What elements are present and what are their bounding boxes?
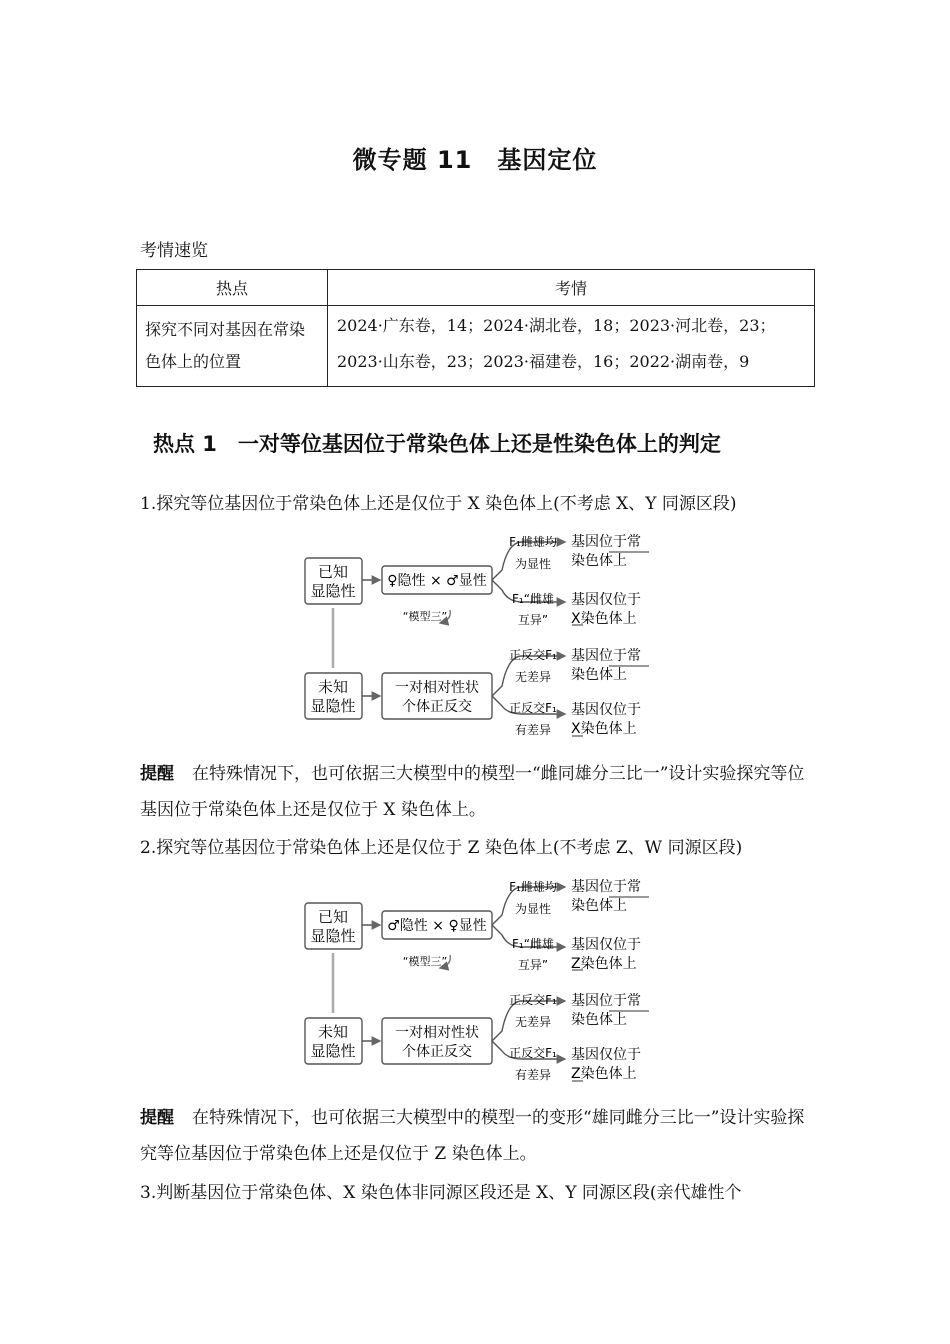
tip-2 [140,1100,820,1172]
unknown-text-1: 未知 [317,1023,349,1041]
branch3-result-2: 染色体上 [571,667,627,683]
branch1-result-2: 染色体上 [571,898,627,914]
section-heading: 热点 1 一对等位基因位于常染色体上还是性染色体上的判定 [153,432,721,456]
item3-heading: 3.判断基因位于常染色体、X 染色体非同源区段还是 X、Y 同源区段(亲代雄性个 [140,1183,742,1203]
table-header-row [137,270,815,306]
table-header-exam: 考情 [328,270,815,306]
branch2-cond2: 互异” [517,613,549,627]
branch3-cond2: 无差异 [514,670,552,684]
unknown-text-2: 显隐性 [310,1042,356,1060]
branch2-result-2: X染色体上 [571,611,637,627]
flowchart-x [300,528,660,743]
tip-1-label: 提醒 [140,764,174,784]
table-header-hotspot: 热点 [137,270,328,306]
branch2-result-2: Z染色体上 [571,956,637,972]
branch1-cond1: F₁雌雄均 [509,880,557,894]
branch4-cond2: 有差异 [514,1068,552,1082]
reciprocal-text-1: 一对相对性状 [395,1025,479,1041]
branch1-result-2: 染色体上 [571,553,627,569]
branch3-cond1: 正反交F₁ [509,648,557,662]
branch3-cond1: 正反交F₁ [509,993,557,1007]
reciprocal-text-2: 个体正反交 [402,699,472,715]
tip-2-text: 在特殊情况下，也可依据三大模型中的模型一的变形“雄同雌分三比一”设计实验探究等位基因位于常染色体上还是仅位于 Z 染色体上。 [140,1108,805,1164]
table-cell-hotspot: 探究不同对基因在常染色体上的位置 [137,306,328,387]
branch3-result-2: 染色体上 [571,1012,627,1028]
cross-text: ♀隐性 × ♂显性 [387,573,487,589]
branch4-cond1: 正反交F₁ [509,1046,557,1060]
cross-text: ♂隐性 × ♀显性 [387,918,487,934]
unknown-text-1: 未知 [317,678,349,696]
overview-table [136,269,815,387]
overview-label: 考情速览 [140,241,208,261]
branch1-result-1: 基因位于常 [571,879,641,895]
known-text-2: 显隐性 [310,582,356,600]
branch3-result-1: 基因位于常 [571,648,641,664]
branch2-cond1: F₁“雌雄 [512,592,554,606]
branch4-cond1: 正反交F₁ [509,701,557,715]
reciprocal-text-1: 一对相对性状 [395,680,479,696]
branch2-cond2: 互异” [517,958,549,972]
tip-2-label: 提醒 [140,1108,174,1128]
tip-1-text: 在特殊情况下，也可依据三大模型中的模型一“雌同雄分三比一”设计实验探究等位基因位于常染色体上还是仅位于 X 染色体上。 [140,764,805,820]
table-row [137,306,815,387]
table-cell-exam: 2024·广东卷，14；2024·湖北卷，18；2023·河北卷，23；2023·山东卷，23；2023·福建卷，16；2022·湖南卷，9 [328,306,815,387]
model-label: “模型三” [402,955,448,968]
branch3-cond2: 无差异 [514,1015,552,1029]
unknown-text-2: 显隐性 [310,697,356,715]
model-label: “模型三” [402,610,448,623]
branch3-result-1: 基因位于常 [571,993,641,1009]
known-text-1: 已知 [317,563,349,581]
branch1-cond2: 为显性 [514,902,552,916]
known-text-1: 已知 [317,908,349,926]
item1-heading: 1.探究等位基因位于常染色体上还是仅位于 X 染色体上(不考虑 X、Y 同源区段) [140,494,737,514]
tip-1 [140,756,820,828]
branch4-result-2: X染色体上 [571,721,637,737]
page-title: 微专题 11 基因定位 [352,146,598,174]
branch4-result-1: 基因仅位于 [571,702,641,718]
known-text-2: 显隐性 [310,927,356,945]
branch1-cond1: F₁雌雄均 [509,535,557,549]
branch2-cond1: F₁“雌雄 [512,937,554,951]
branch2-result-1: 基因仅位于 [571,937,641,953]
flowchart-z [300,873,660,1088]
item2-heading: 2.探究等位基因位于常染色体上还是仅位于 Z 染色体上(不考虑 Z、W 同源区段) [140,838,743,858]
branch4-cond2: 有差异 [514,723,552,737]
branch4-result-2: Z染色体上 [571,1066,637,1082]
branch4-result-1: 基因仅位于 [571,1047,641,1063]
reciprocal-text-2: 个体正反交 [402,1044,472,1060]
branch2-result-1: 基因仅位于 [571,592,641,608]
branch1-cond2: 为显性 [514,557,552,571]
branch1-result-1: 基因位于常 [571,534,641,550]
